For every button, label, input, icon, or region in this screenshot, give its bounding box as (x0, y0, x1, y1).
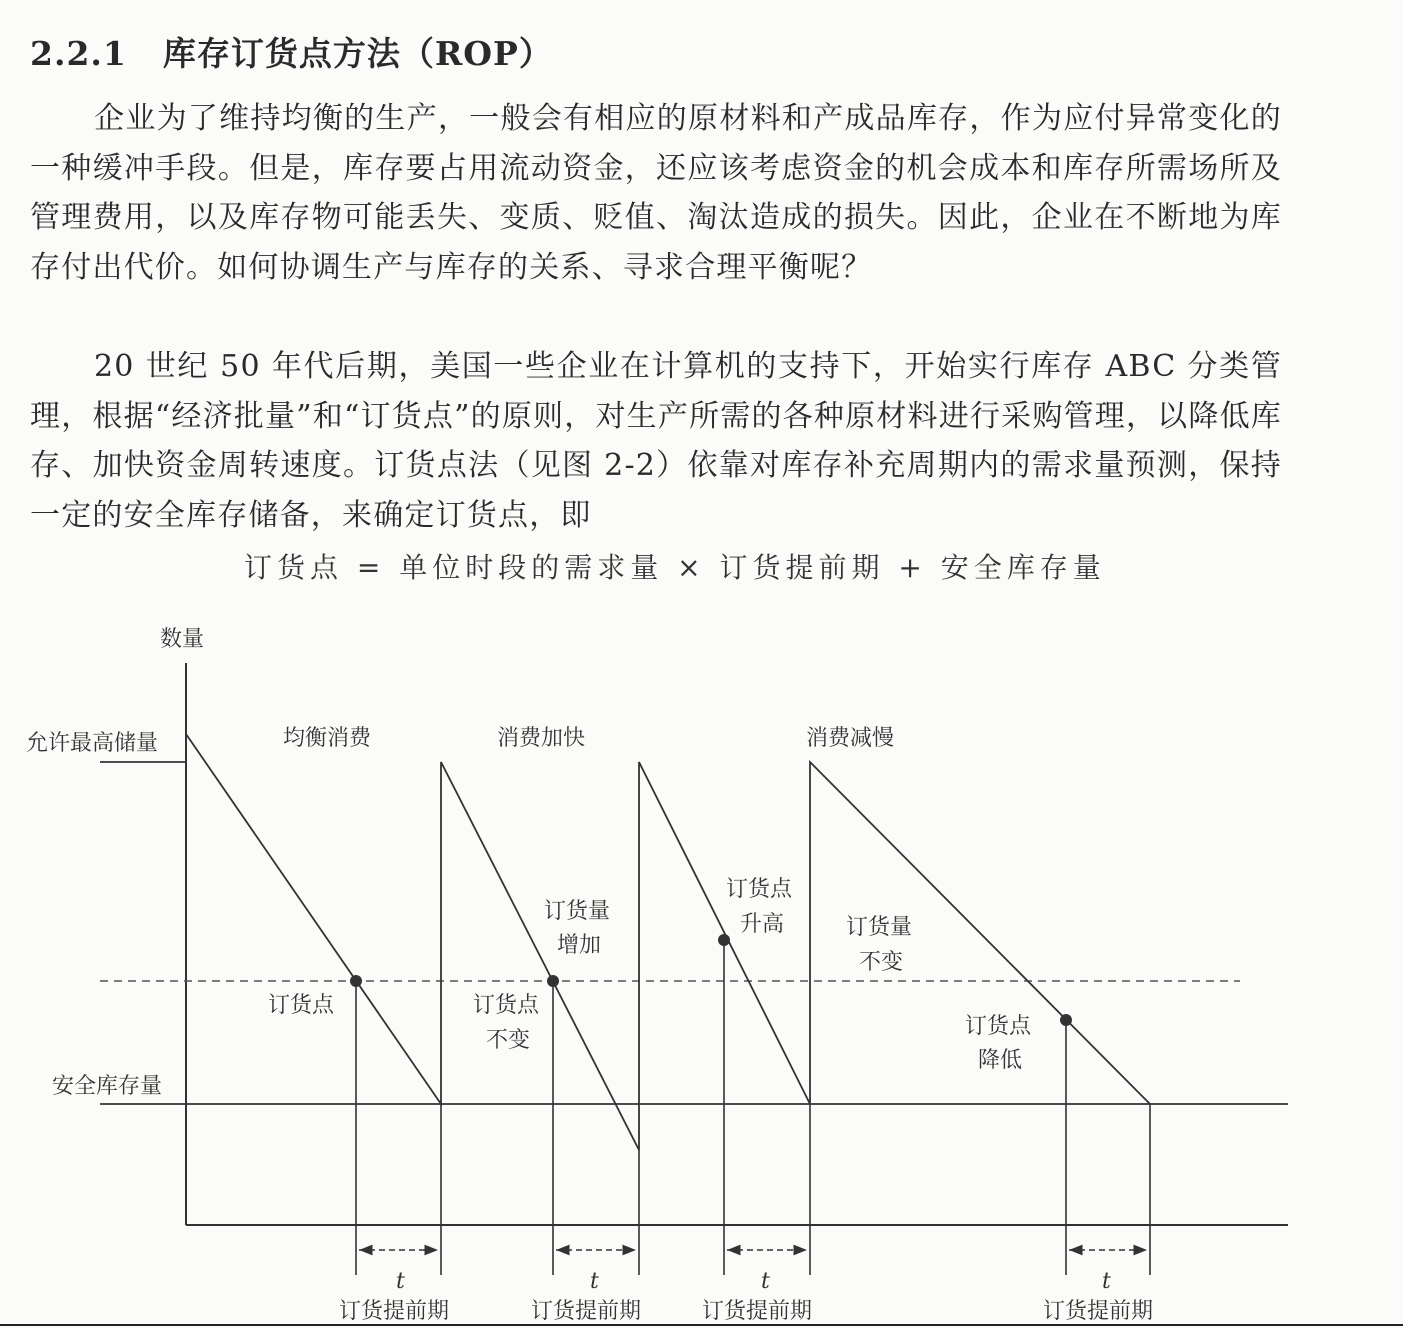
paragraph (30, 342, 1282, 540)
annotation-point-lowered: 订货点 (965, 1014, 1032, 1039)
phase-label-faster: 消费加快 (497, 726, 586, 751)
phase-label-slower: 消费减慢 (806, 726, 895, 751)
lead-time-label: 订货提前期 (339, 1299, 450, 1324)
annotation-point-raised: 升高 (740, 912, 785, 937)
lead-time-symbol: t (590, 1269, 599, 1294)
annotation-point-lowered: 降低 (978, 1048, 1023, 1073)
annotation-point-unchanged: 订货点 (473, 993, 540, 1018)
annotation-qty-increase: 增加 (557, 933, 602, 958)
y-axis-label: 数量 (160, 627, 205, 652)
section-title: 库存订货点方法（ROP） (162, 34, 553, 73)
section-number: 2.2.1 (30, 34, 127, 73)
lead-time-symbol: t (761, 1269, 770, 1294)
lead-time-symbol: t (396, 1269, 405, 1294)
inventory-sawtooth-line (186, 734, 1150, 1150)
annotation-order-point: 订货点 (268, 993, 335, 1018)
phase-label-balanced: 均衡消费 (283, 726, 372, 751)
annotation-point-unchanged: 不变 (486, 1028, 531, 1053)
order-point-formula: 订货点 = 单位时段的需求量 × 订货提前期 + 安全库存量 (244, 551, 1106, 584)
annotation-qty-increase: 订货量 (544, 899, 611, 924)
lead-time-label: 订货提前期 (1043, 1299, 1154, 1324)
paragraph (30, 94, 1282, 292)
safety-stock-label: 安全库存量 (52, 1074, 163, 1099)
annotation-qty-unchanged: 不变 (859, 950, 904, 975)
paragraph-text: 20 世纪 50 年代后期，美国一些企业在计算机的支持下，开始实行库存 ABC 分类管理，根据“经济批量”和“订货点”的原则，对生产所需的各种原材料进行采购管理，以降低库存、加快资金周转速度。订货点法（见图 2-2）依靠对库存补充周期内的需求量预测，保持一定的安全库存储备，来确定订货点，即 (30, 349, 1282, 533)
lead-time-symbol: t (1102, 1269, 1111, 1294)
annotation-qty-unchanged: 订货量 (846, 915, 913, 940)
paragraph-text: 企业为了维持均衡的生产，一般会有相应的原材料和产成品库存，作为应付异常变化的一种缓冲手段。但是，库存要占用流动资金，还应该考虑资金的机会成本和库存所需场所及管理费用，以及库存物可能丢失、变质、贬值、淘汰造成的损失。因此，企业在不断地为库存付出代价。如何协调生产与库存的关系、寻求合理平衡呢？ (30, 101, 1282, 285)
lead-time-label: 订货提前期 (531, 1299, 642, 1324)
lead-time-label: 订货提前期 (702, 1299, 813, 1324)
section-heading (30, 28, 553, 75)
annotation-point-raised: 订货点 (726, 877, 793, 902)
page-bottom-rule (0, 1324, 1403, 1326)
reorder-point-diagram (0, 600, 1403, 1324)
max-stock-label: 允许最高储量 (26, 731, 159, 756)
